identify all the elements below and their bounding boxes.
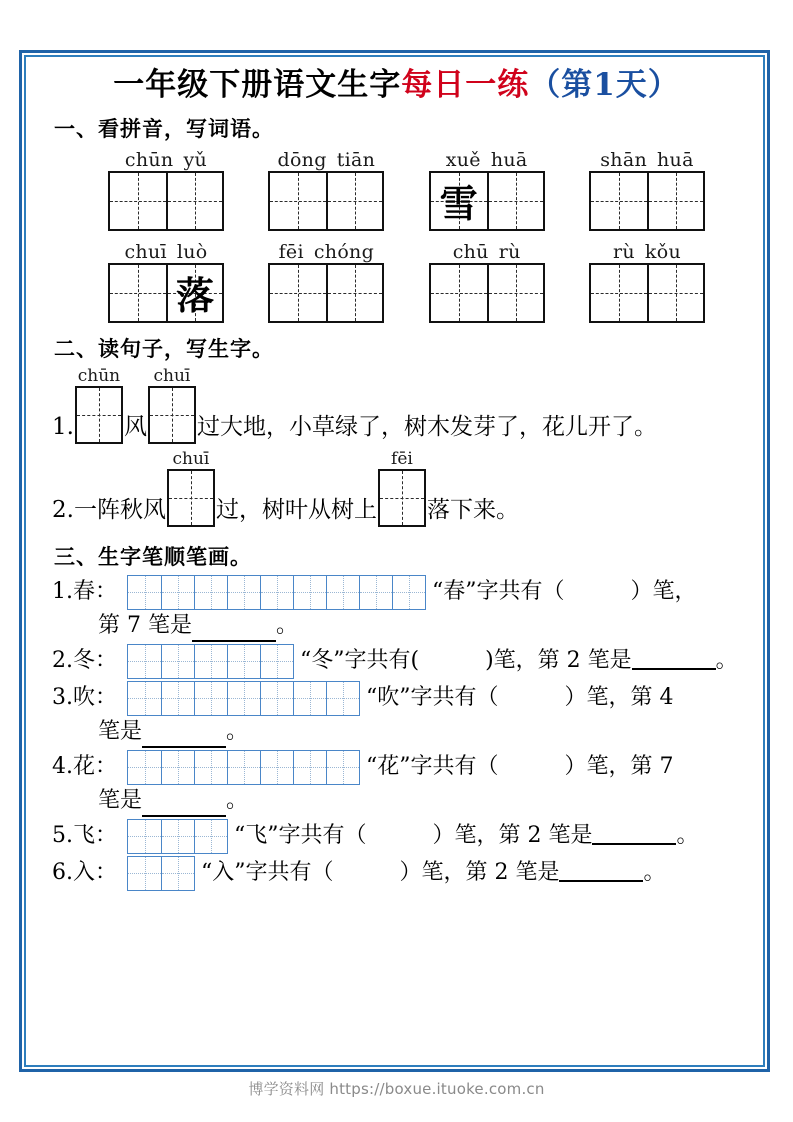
stroke-practice-cell[interactable]: [293, 576, 326, 609]
sentence-blank-wrap: [378, 450, 426, 527]
pinyin-syllable: tiān: [336, 148, 376, 171]
stroke-practice-cell[interactable]: [260, 751, 293, 784]
footer-watermark: 博学资料网 https://boxue.ituoke.com.cn: [248, 1080, 545, 1098]
stroke-question-period: 。: [226, 787, 249, 813]
stroke-order-line: [52, 644, 745, 679]
pinyin-syllable: luò: [176, 240, 208, 263]
sentence-number: 1.: [52, 413, 74, 440]
sentence-blank-wrap: [148, 367, 196, 444]
stroke-order-list: [48, 575, 745, 891]
stroke-practice-cell[interactable]: [326, 576, 359, 609]
title-part-daily: 每日一练: [401, 67, 530, 103]
sentence-text: 过，树叶从树上: [215, 496, 377, 523]
stroke-practice-cell[interactable]: [392, 576, 425, 609]
filled-character: 雪: [439, 181, 478, 227]
stroke-item-label: 6.入：: [52, 860, 117, 886]
stroke-question-continuation: 笔是: [98, 787, 143, 813]
answer-blank-line[interactable]: [142, 730, 226, 748]
pinyin-syllable: yǔ: [183, 148, 208, 171]
stroke-practice-cell[interactable]: [161, 576, 194, 609]
blank-pinyin-hint: chuī: [172, 448, 210, 469]
pinyin-syllable: dōng: [277, 148, 327, 171]
pinyin-syllable: shān: [600, 148, 648, 171]
tianzige-cell[interactable]: [326, 173, 382, 229]
page-title: [48, 65, 745, 107]
stroke-practice-cell[interactable]: [194, 751, 227, 784]
stroke-practice-cell[interactable]: [161, 751, 194, 784]
stroke-item-label: 3.吹：: [52, 685, 117, 711]
sentence-row: [52, 367, 745, 444]
stroke-practice-cell[interactable]: [227, 751, 260, 784]
tianzige-grid[interactable]: [108, 263, 224, 323]
stroke-order-item: [52, 750, 745, 817]
stroke-question-period: 。: [275, 612, 298, 638]
stroke-order-line: [52, 681, 745, 716]
answer-blank-line[interactable]: [559, 864, 643, 882]
stroke-order-continuation: [98, 785, 745, 817]
answer-blank-line[interactable]: [592, 827, 676, 845]
stroke-practice-cell[interactable]: [161, 820, 194, 853]
pinyin-word-item: [407, 147, 567, 231]
tianzige-cell[interactable]: [647, 173, 703, 229]
stroke-order-line: [52, 856, 745, 891]
stroke-practice-cell[interactable]: [194, 576, 227, 609]
tianzige-cell[interactable]: [647, 265, 703, 321]
tianzige-cell[interactable]: [270, 265, 326, 321]
pinyin-label: [274, 239, 379, 263]
tianzige-cell[interactable]: [431, 173, 487, 229]
answer-blank-line[interactable]: [192, 624, 276, 642]
pinyin-word-item: [246, 239, 406, 323]
stroke-practice-cell[interactable]: [227, 645, 260, 678]
pinyin-syllable: xuě: [445, 148, 481, 171]
tianzige-cell[interactable]: [591, 173, 647, 229]
stroke-order-item: [52, 681, 745, 748]
stroke-practice-cell[interactable]: [128, 682, 161, 715]
stroke-practice-grid[interactable]: [127, 750, 360, 785]
stroke-question-text: “吹”字共有（ ）笔，第 4: [366, 685, 674, 711]
sentence-number: 2.: [52, 496, 74, 523]
pinyin-label: [448, 239, 526, 263]
tianzige-cell[interactable]: [110, 173, 166, 229]
stroke-practice-cell[interactable]: [227, 576, 260, 609]
blank-pinyin-hint: chūn: [77, 365, 121, 386]
pinyin-label: [120, 147, 212, 171]
pinyin-word-item: [567, 147, 727, 231]
pinyin-syllable: chū: [452, 240, 489, 263]
stroke-question-text: “春”字共有（ ）笔，: [432, 579, 697, 605]
stroke-question-period: 。: [226, 718, 249, 744]
section-three-heading: 三、生字笔顺笔画。: [54, 543, 252, 569]
stroke-practice-cell[interactable]: [227, 682, 260, 715]
stroke-practice-cell[interactable]: [128, 576, 161, 609]
stroke-practice-cell[interactable]: [161, 682, 194, 715]
tianzige-cell[interactable]: [166, 265, 222, 321]
pinyin-syllable: huā: [657, 148, 694, 171]
stroke-practice-cell[interactable]: [260, 576, 293, 609]
pinyin-syllable: huā: [490, 148, 528, 171]
stroke-order-line: [52, 750, 745, 785]
stroke-practice-grid[interactable]: [127, 819, 228, 854]
stroke-practice-cell[interactable]: [128, 751, 161, 784]
stroke-question-text: “入”字共有（ ）笔，第 2 笔是: [201, 860, 560, 886]
stroke-item-label: 2.冬：: [52, 648, 117, 674]
tianzige-cell[interactable]: [487, 265, 543, 321]
sentence-blank-wrap: [167, 450, 215, 527]
stroke-practice-grid[interactable]: [127, 644, 294, 679]
pinyin-label: [608, 239, 686, 263]
pinyin-syllable: rù: [498, 240, 521, 263]
stroke-practice-grid[interactable]: [127, 575, 426, 610]
title-part-day: （第1天）: [529, 67, 680, 103]
stroke-item-label: 5.飞：: [52, 823, 117, 849]
pinyin-label: [595, 147, 698, 171]
stroke-practice-cell[interactable]: [194, 645, 227, 678]
sentence-text: 落下来。: [426, 496, 519, 523]
sentence-list: [48, 367, 745, 527]
stroke-practice-cell[interactable]: [326, 682, 359, 715]
pinyin-word-item: [407, 239, 567, 323]
pinyin-syllable: chuī: [124, 240, 167, 263]
pinyin-word-item: [246, 147, 406, 231]
tianzige-grid[interactable]: [589, 171, 705, 231]
worksheet-frame: [19, 50, 770, 1072]
stroke-question-text: “花”字共有（ ）笔，第 7: [366, 754, 674, 780]
stroke-order-continuation: [98, 716, 745, 748]
tianzige-grid[interactable]: [268, 263, 384, 323]
pinyin-syllable: chóng: [313, 240, 375, 263]
tianzige-grid[interactable]: [429, 263, 545, 323]
stroke-item-label: 1.春：: [52, 579, 117, 605]
blank-pinyin-hint: chuī: [153, 365, 191, 386]
answer-blank-line[interactable]: [142, 799, 226, 817]
sentence-blank-box[interactable]: [167, 469, 215, 527]
stroke-practice-cell[interactable]: [326, 751, 359, 784]
stroke-practice-cell[interactable]: [260, 682, 293, 715]
stroke-order-line: [52, 819, 745, 854]
pinyin-syllable: kǒu: [644, 240, 681, 263]
stroke-practice-cell[interactable]: [128, 820, 161, 853]
pinyin-syllable: fēi: [278, 240, 304, 263]
sentence-blank-box[interactable]: [148, 386, 196, 444]
tianzige-cell[interactable]: [591, 265, 647, 321]
stroke-practice-cell[interactable]: [260, 645, 293, 678]
stroke-practice-cell[interactable]: [194, 682, 227, 715]
pinyin-word-row-1: [48, 147, 745, 231]
stroke-practice-cell[interactable]: [161, 857, 194, 890]
tianzige-cell[interactable]: [270, 173, 326, 229]
stroke-practice-cell[interactable]: [161, 645, 194, 678]
tianzige-cell[interactable]: [487, 173, 543, 229]
pinyin-word-item: [86, 147, 246, 231]
pinyin-label: [119, 239, 212, 263]
stroke-order-item: [52, 644, 745, 679]
tianzige-cell[interactable]: [326, 265, 382, 321]
stroke-order-item: [52, 575, 745, 642]
stroke-question-text: “冬”字共有( )笔，第 2 笔是: [300, 648, 632, 674]
stroke-practice-cell[interactable]: [293, 751, 326, 784]
sentence-blank-wrap: [75, 367, 123, 444]
stroke-question-tail: 。: [715, 648, 738, 674]
stroke-practice-grid[interactable]: [127, 681, 360, 716]
sentence-blank-box[interactable]: [75, 386, 123, 444]
sentence-blank-box[interactable]: [378, 469, 426, 527]
sentence-text: 过大地，小草绿了，树木发芽了，花儿开了。: [196, 413, 657, 440]
stroke-order-item: [52, 856, 745, 891]
section-two-heading: 二、读句子，写生字。: [54, 335, 274, 361]
pinyin-label: [272, 147, 380, 171]
tianzige-cell[interactable]: [166, 173, 222, 229]
pinyin-word-item: [567, 239, 727, 323]
tianzige-grid[interactable]: [589, 263, 705, 323]
filled-character: 落: [175, 273, 214, 319]
tianzige-cell[interactable]: [431, 265, 487, 321]
stroke-question-continuation: 第 7 笔是: [98, 612, 192, 638]
stroke-practice-cell[interactable]: [194, 820, 227, 853]
stroke-order-continuation: [98, 610, 745, 642]
blank-pinyin-hint: fēi: [391, 448, 413, 469]
stroke-order-item: [52, 819, 745, 854]
stroke-question-tail: 。: [643, 860, 666, 886]
pinyin-syllable: rù: [612, 240, 635, 263]
tianzige-grid[interactable]: [429, 171, 545, 231]
section-one-heading: 一、看拼音，写词语。: [54, 115, 274, 141]
stroke-practice-cell[interactable]: [128, 645, 161, 678]
pinyin-label: [441, 147, 533, 171]
stroke-practice-cell[interactable]: [359, 576, 392, 609]
sentence-text: 风: [123, 413, 147, 440]
sentence-row: [52, 450, 745, 527]
sentence-text: 一阵秋风: [73, 496, 166, 523]
tianzige-cell[interactable]: [110, 265, 166, 321]
stroke-item-label: 4.花：: [52, 754, 117, 780]
pinyin-syllable: chūn: [124, 148, 174, 171]
stroke-question-text: “飞”字共有（ ）笔，第 2 笔是: [234, 823, 593, 849]
stroke-order-line: [52, 575, 745, 610]
stroke-practice-cell[interactable]: [128, 857, 161, 890]
tianzige-grid[interactable]: [268, 171, 384, 231]
worksheet-body: [22, 53, 767, 1069]
pinyin-word-item: [86, 239, 246, 323]
answer-blank-line[interactable]: [632, 652, 716, 670]
stroke-question-continuation: 笔是: [98, 718, 143, 744]
stroke-practice-grid[interactable]: [127, 856, 195, 891]
stroke-practice-cell[interactable]: [293, 682, 326, 715]
pinyin-word-row-2: [48, 239, 745, 323]
stroke-question-tail: 。: [676, 823, 699, 849]
tianzige-grid[interactable]: [108, 171, 224, 231]
title-part-grade: 一年级下册语文生字: [113, 67, 402, 103]
